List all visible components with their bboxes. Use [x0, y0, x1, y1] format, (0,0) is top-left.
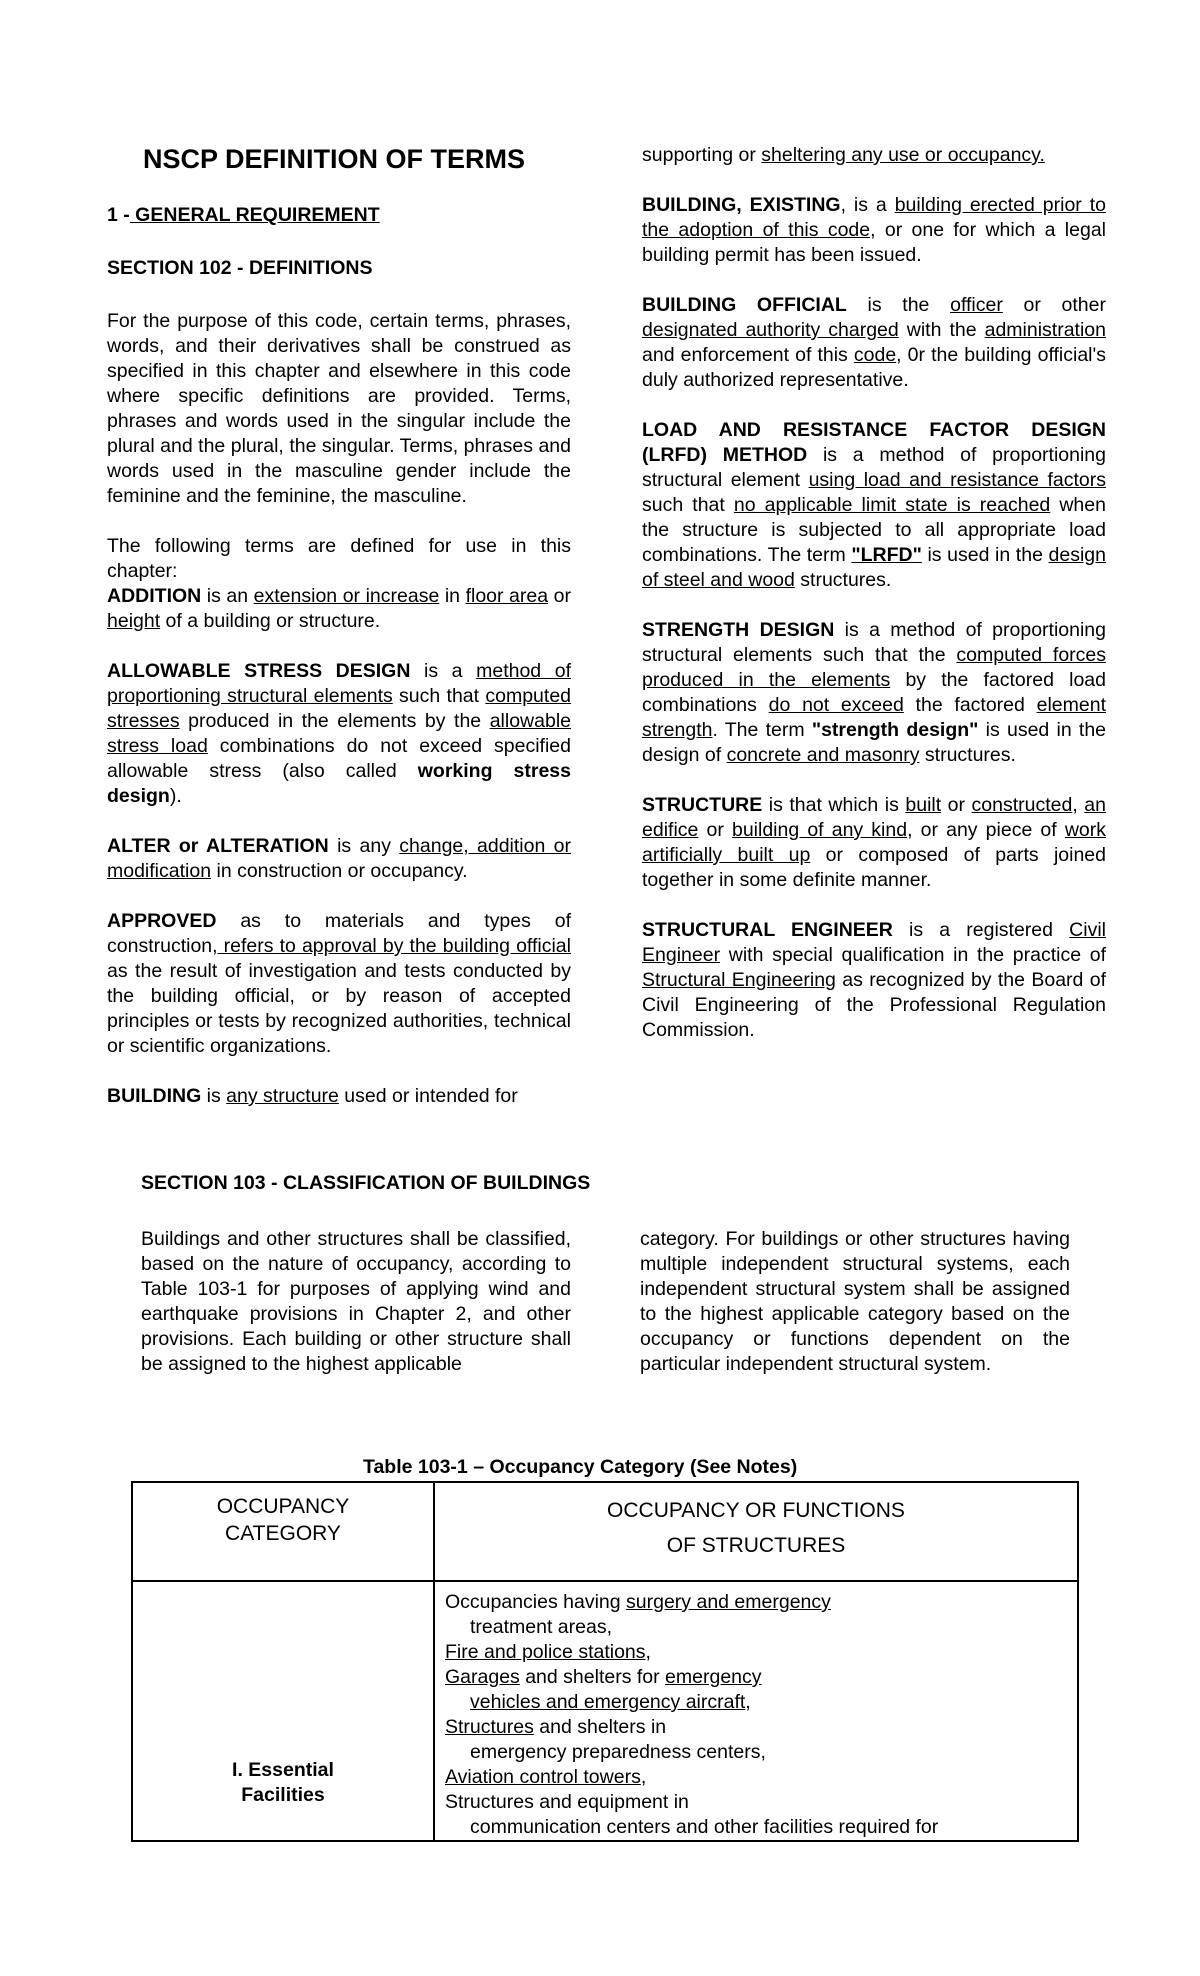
- def-alter: ALTER or ALTERATION is any change, addition or modification in construction or occupancy.: [107, 835, 572, 882]
- function-item: Aviation control towers,: [445, 1766, 647, 1788]
- term-addition: ADDITION: [107, 585, 202, 607]
- def-lrfd: LOAD AND RESISTANCE FACTOR DESIGN (LRFD) METHOD is a method of proportioning structural element using load and resistance factors such that no applicable limit state is reached when the structure is subjected to all appropriate load combinations. The term "LRFD" is used in the design of steel and wood structures.: [642, 419, 1106, 591]
- def-addition: ADDITION is an extension or increase in floor area or height of a building or structure.: [107, 585, 571, 632]
- term-building-existing: BUILDING, EXISTING: [642, 194, 841, 216]
- chapter-number: 1 -: [107, 204, 130, 226]
- occupancy-table: [131, 1481, 1079, 1842]
- section-102-heading: SECTION 102 - DEFINITIONS: [107, 257, 373, 279]
- function-item-continued: vehicles and emergency aircraft,: [470, 1691, 751, 1713]
- term-approved: APPROVED: [107, 910, 217, 932]
- term-building-official: BUILDING OFFICIAL: [642, 294, 847, 316]
- term-lrfd: LOAD AND RESISTANCE FACTOR DESIGN (LRFD) METHOD: [642, 419, 1106, 466]
- function-item: Structures and equipment in: [445, 1791, 689, 1813]
- section-103-left-text: Buildings and other structures shall be classified, based on the nature of occupancy, according to Table 103-1 for purposes of applying wind and earthquake provisions in Chapter 2, and other provisions. Each building or other structure shall be assigned to the highest applicable: [141, 1228, 571, 1375]
- category-essential-facilities: I. Essential Facilities: [132, 1581, 434, 1841]
- function-item-continued: communication centers and other facilities required for: [470, 1816, 939, 1838]
- page-title: NSCP DEFINITION OF TERMS: [143, 144, 526, 174]
- term-strength-design: STRENGTH DESIGN: [642, 619, 835, 641]
- following-paragraph: The following terms are defined for use in this chapter:: [107, 535, 571, 582]
- function-item: Garages and shelters for emergency: [445, 1666, 762, 1688]
- function-item: Structures and shelters in: [445, 1716, 667, 1738]
- table-header-row: [132, 1482, 1078, 1581]
- def-building-continued: supporting or sheltering any use or occupancy.: [642, 144, 1045, 166]
- term-structure: STRUCTURE: [642, 794, 763, 816]
- header-occupancy-category: OCCUPANCY CATEGORY: [132, 1482, 434, 1581]
- chapter-name: GENERAL REQUIREMENT: [129, 204, 380, 226]
- term-alter: ALTER or ALTERATION: [107, 835, 329, 857]
- intro-paragraph: For the purpose of this code, certain terms, phrases, words, and their derivatives shall be construed as specified in this chapter and elsewhere in this code where specific definitions are provided. Terms, phrases and words used in the singular include the plural and the plural, the singular. Terms, phrases and words used in the masculine gender include the feminine and the feminine, the masculine.: [107, 310, 571, 507]
- term-allowable-stress-design: ALLOWABLE STRESS DESIGN: [107, 660, 411, 682]
- function-item: Occupancies having surgery and emergency: [445, 1591, 831, 1613]
- function-item-continued: treatment areas,: [470, 1616, 612, 1638]
- right-column: [642, 143, 1106, 1043]
- function-item-continued: emergency preparedness centers,: [470, 1741, 766, 1763]
- def-building: BUILDING is any structure used or intended for: [107, 1085, 518, 1107]
- left-column: [107, 143, 571, 1109]
- section-103-heading: SECTION 103 - CLASSIFICATION OF BUILDINGS: [141, 1172, 591, 1194]
- def-structure: STRUCTURE is that which is built or constructed, an edifice or building of any kind, or any piece of work artificially built up or composed of parts joined together in some definite manner.: [642, 794, 1106, 891]
- function-item: Fire and police stations,: [445, 1641, 651, 1663]
- table-caption: Table 103-1 – Occupancy Category (See Notes): [363, 1456, 798, 1478]
- def-building-official: BUILDING OFFICIAL is the officer or other designated authority charged with the administration and enforcement of this code, 0r the building official's duly authorized representative.: [642, 294, 1106, 391]
- def-structural-engineer: STRUCTURAL ENGINEER is a registered Civil Engineer with special qualification in the practice of Structural Engineering as recognized by the Board of Civil Engineering of the Professional Regulation Commission.: [642, 919, 1106, 1041]
- section-103-right-text: category. For buildings or other structures having multiple independent structural systems, each independent structural system shall be assigned to the highest applicable category based on the occupancy or functions dependent on the particular independent structural system.: [640, 1228, 1070, 1375]
- functions-cell: [434, 1581, 1078, 1841]
- def-building-existing: BUILDING, EXISTING, is a building erected prior to the adoption of this code, or one for which a legal building permit has been issued.: [642, 194, 1107, 266]
- term-structural-engineer: STRUCTURAL ENGINEER: [642, 919, 893, 941]
- chapter-heading: [107, 203, 571, 228]
- header-occupancy-functions: OCCUPANCY OR FUNCTIONS OF STRUCTURES: [434, 1482, 1078, 1581]
- term-building: BUILDING: [107, 1085, 202, 1107]
- table-row: [132, 1581, 1078, 1841]
- def-approved: APPROVED as to materials and types of construction, refers to approval by the building official as the result of investigation and tests conducted by the building official, or by reason of accepted principles or tests by recognized authorities, technical or scientific organizations.: [107, 910, 571, 1057]
- def-strength-design: STRENGTH DESIGN is a method of proportioning structural elements such that the computed forces produced in the elements by the factored load combinations do not exceed the factored element strength. The term "strength design" is used in the design of concrete and masonry structures.: [642, 619, 1107, 766]
- def-allowable-stress-design: ALLOWABLE STRESS DESIGN is a method of proportioning structural elements such that computed stresses produced in the elements by the allowable stress load combinations do not exceed specified allowable stress (also called working stress design).: [107, 660, 572, 807]
